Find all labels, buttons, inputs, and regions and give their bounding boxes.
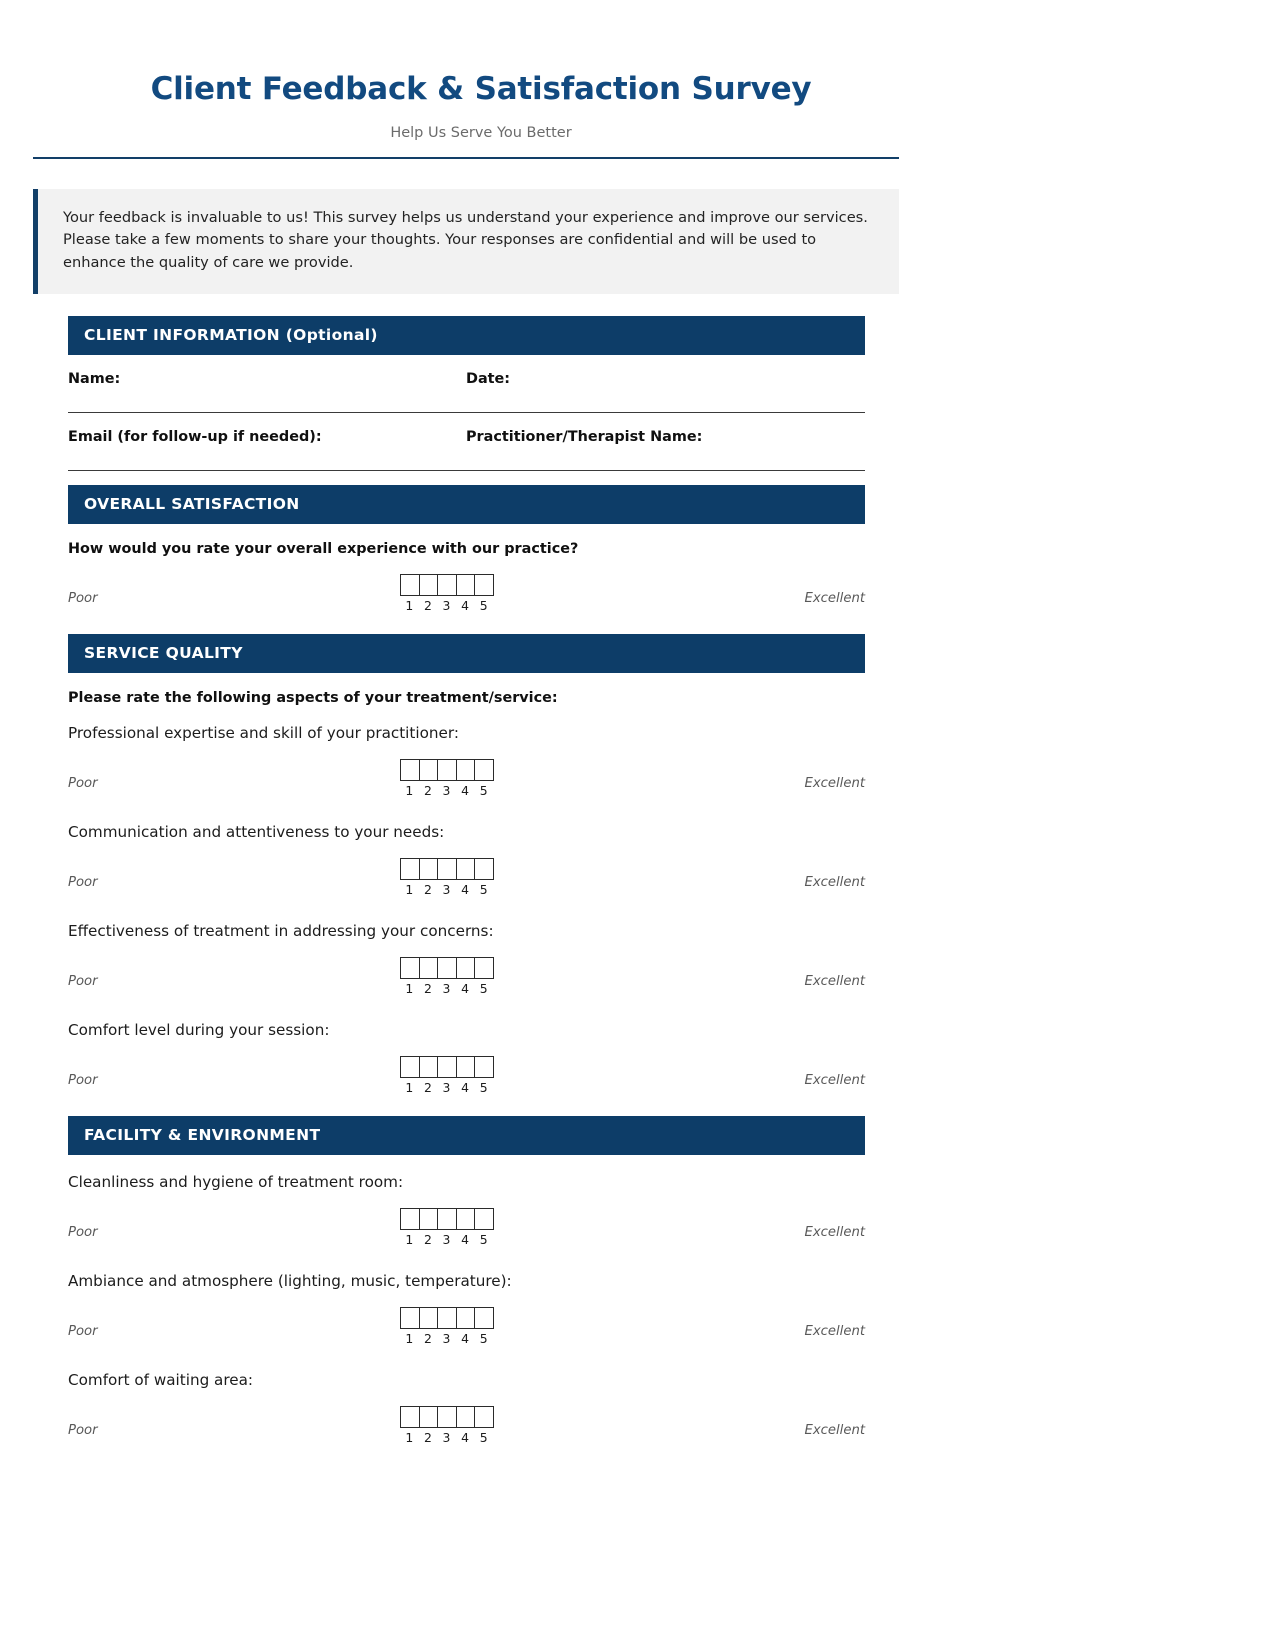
scale-checkbox-1[interactable] — [400, 759, 420, 781]
page-subtitle: Help Us Serve You Better — [390, 124, 572, 141]
section-header-service-quality: SERVICE QUALITY — [68, 634, 865, 673]
scale-numbers — [400, 882, 494, 897]
scale-high-label: Excellent — [804, 1225, 865, 1241]
scale-checkbox-1[interactable] — [400, 957, 420, 979]
scale-checkbox-2[interactable] — [419, 759, 439, 781]
scale-number-1: 1 — [405, 1331, 414, 1347]
scale-number-5: 5 — [479, 1430, 488, 1446]
scale-boxes-group[interactable] — [400, 1406, 494, 1445]
scale-low-label: Poor — [68, 875, 98, 891]
scale-low-label: Poor — [68, 591, 98, 607]
scale-number-1: 1 — [405, 882, 414, 898]
scale-checkbox-2[interactable] — [419, 1208, 439, 1230]
scale-numbers — [400, 1080, 494, 1095]
scale-checkbox-1[interactable] — [400, 1406, 420, 1428]
scale-checkbox-5[interactable] — [474, 1406, 494, 1428]
spacer — [68, 294, 865, 316]
scale-checkbox-3[interactable] — [437, 759, 457, 781]
scale-numbers — [400, 1232, 494, 1247]
scale-checkbox-5[interactable] — [474, 1208, 494, 1230]
scale-boxes-group[interactable] — [400, 1056, 494, 1095]
scale-high-label: Excellent — [804, 974, 865, 990]
scale-number-4: 4 — [461, 1080, 470, 1096]
scale-high-label: Excellent — [804, 1324, 865, 1340]
scale-checkbox-5[interactable] — [474, 574, 494, 596]
form-content — [68, 294, 865, 1452]
question-effectiveness-of-treatment: Effectiveness of treatment in addressing your concerns: — [68, 922, 494, 941]
page-title: Client Feedback & Satisfaction Survey — [150, 71, 812, 107]
intro-text: Your feedback is invaluable to us! This survey helps us understand your experience and improve our services. Please take a few moments to share your thoughts. Your responses are confidential and will be used to enhance the quality of care we provide. — [63, 208, 868, 271]
scale-checkbox-3[interactable] — [437, 957, 457, 979]
header-divider — [33, 157, 899, 159]
scale-number-2: 2 — [423, 1430, 432, 1446]
section-header-facility-environment: FACILITY & ENVIRONMENT — [68, 1116, 865, 1155]
scale-number-4: 4 — [461, 882, 470, 898]
scale-low-label: Poor — [68, 1423, 98, 1439]
scale-checkbox-3[interactable] — [437, 1406, 457, 1428]
scale-checkbox-4[interactable] — [456, 1056, 476, 1078]
scale-low-label: Poor — [68, 1073, 98, 1089]
question-comfort-level-session: Comfort level during your session: — [68, 1021, 330, 1040]
rating-scale-comfort-waiting-area[interactable] — [68, 1406, 865, 1452]
scale-boxes-group[interactable] — [400, 1208, 494, 1247]
scale-high-label: Excellent — [804, 1073, 865, 1089]
scale-number-2: 2 — [423, 981, 432, 997]
scale-checkboxes[interactable] — [400, 759, 494, 781]
scale-checkbox-4[interactable] — [456, 574, 476, 596]
scale-checkbox-5[interactable] — [474, 1056, 494, 1078]
scale-boxes-group[interactable] — [400, 759, 494, 798]
scale-high-label: Excellent — [804, 1423, 865, 1439]
rating-scale-comfort-level-session[interactable] — [68, 1056, 865, 1102]
scale-number-3: 3 — [442, 882, 451, 898]
scale-low-label: Poor — [68, 1324, 98, 1340]
spacer — [68, 471, 865, 485]
scale-number-4: 4 — [461, 783, 470, 799]
scale-high-label: Excellent — [804, 875, 865, 891]
scale-checkbox-5[interactable] — [474, 1307, 494, 1329]
question-ambiance-atmosphere: Ambiance and atmosphere (lighting, music, temperature): — [68, 1272, 512, 1291]
scale-checkbox-2[interactable] — [419, 957, 439, 979]
scale-number-2: 2 — [423, 1331, 432, 1347]
scale-number-2: 2 — [423, 1232, 432, 1248]
scale-checkboxes[interactable] — [400, 1208, 494, 1230]
scale-number-2: 2 — [423, 1080, 432, 1096]
scale-checkbox-3[interactable] — [437, 574, 457, 596]
practitioner-field-label: Practitioner/Therapist Name: — [466, 429, 703, 446]
scale-checkbox-4[interactable] — [456, 858, 476, 880]
scale-number-1: 1 — [405, 1080, 414, 1096]
scale-checkbox-3[interactable] — [437, 1056, 457, 1078]
rating-scale-effectiveness-of-treatment[interactable] — [68, 957, 865, 1003]
scale-high-label: Excellent — [804, 776, 865, 792]
scale-numbers — [400, 783, 494, 798]
client-info-row-2 — [68, 426, 865, 445]
scale-checkbox-3[interactable] — [437, 1208, 457, 1230]
scale-number-5: 5 — [479, 981, 488, 997]
scale-number-5: 5 — [479, 783, 488, 799]
scale-checkboxes[interactable] — [400, 1056, 494, 1078]
scale-checkbox-2[interactable] — [419, 1406, 439, 1428]
scale-checkbox-1[interactable] — [400, 1208, 420, 1230]
scale-checkboxes[interactable] — [400, 1406, 494, 1428]
scale-checkbox-2[interactable] — [419, 1307, 439, 1329]
spacer — [68, 620, 865, 634]
section-header-overall-satisfaction: OVERALL SATISFACTION — [68, 485, 865, 524]
scale-number-3: 3 — [442, 1080, 451, 1096]
scale-number-5: 5 — [479, 598, 488, 614]
scale-numbers — [400, 981, 494, 996]
scale-number-3: 3 — [442, 783, 451, 799]
scale-checkbox-3[interactable] — [437, 1307, 457, 1329]
scale-number-3: 3 — [442, 1331, 451, 1347]
scale-checkbox-1[interactable] — [400, 1056, 420, 1078]
name-field-label: Name: — [68, 371, 121, 388]
scale-number-5: 5 — [479, 1331, 488, 1347]
scale-checkbox-1[interactable] — [400, 1307, 420, 1329]
scale-checkbox-2[interactable] — [419, 858, 439, 880]
scale-checkbox-1[interactable] — [400, 574, 420, 596]
scale-number-4: 4 — [461, 981, 470, 997]
scale-checkbox-4[interactable] — [456, 1406, 476, 1428]
scale-checkbox-5[interactable] — [474, 759, 494, 781]
service-quality-instruction: Please rate the following aspects of your treatment/service: — [68, 690, 558, 707]
scale-boxes-group[interactable] — [400, 574, 494, 613]
scale-checkboxes[interactable] — [400, 574, 494, 596]
scale-number-1: 1 — [405, 981, 414, 997]
scale-checkboxes[interactable] — [400, 957, 494, 979]
scale-boxes-group[interactable] — [400, 1307, 494, 1346]
client-info-write-line-1[interactable] — [68, 412, 865, 413]
scale-number-4: 4 — [461, 1232, 470, 1248]
intro-callout — [33, 189, 899, 295]
scale-checkbox-1[interactable] — [400, 858, 420, 880]
scale-number-3: 3 — [442, 981, 451, 997]
rating-scale-overall-experience[interactable] — [68, 574, 865, 620]
question-comfort-waiting-area: Comfort of waiting area: — [68, 1371, 254, 1390]
page-header — [31, 0, 931, 141]
scale-checkbox-2[interactable] — [419, 1056, 439, 1078]
question-overall-experience: How would you rate your overall experience with our practice? — [68, 541, 579, 558]
scale-checkboxes[interactable] — [400, 858, 494, 880]
rating-scale-cleanliness-hygiene[interactable] — [68, 1208, 865, 1254]
scale-checkbox-5[interactable] — [474, 858, 494, 880]
client-info-row-1 — [68, 368, 865, 387]
rating-scale-professional-expertise[interactable] — [68, 759, 865, 805]
scale-checkbox-3[interactable] — [437, 858, 457, 880]
scale-checkboxes[interactable] — [400, 1307, 494, 1329]
scale-low-label: Poor — [68, 1225, 98, 1241]
scale-checkbox-5[interactable] — [474, 957, 494, 979]
scale-checkbox-4[interactable] — [456, 1307, 476, 1329]
scale-numbers — [400, 1430, 494, 1445]
scale-number-2: 2 — [423, 783, 432, 799]
scale-number-4: 4 — [461, 1331, 470, 1347]
scale-number-3: 3 — [442, 1232, 451, 1248]
scale-numbers — [400, 598, 494, 613]
scale-high-label: Excellent — [804, 591, 865, 607]
scale-checkbox-2[interactable] — [419, 574, 439, 596]
scale-checkbox-4[interactable] — [456, 1208, 476, 1230]
question-communication-attentiveness: Communication and attentiveness to your needs: — [68, 823, 445, 842]
scale-boxes-group[interactable] — [400, 858, 494, 897]
scale-number-5: 5 — [479, 1232, 488, 1248]
scale-number-1: 1 — [405, 783, 414, 799]
scale-number-2: 2 — [423, 598, 432, 614]
scale-number-3: 3 — [442, 598, 451, 614]
scale-checkbox-4[interactable] — [456, 957, 476, 979]
scale-number-1: 1 — [405, 1430, 414, 1446]
scale-number-5: 5 — [479, 1080, 488, 1096]
scale-number-4: 4 — [461, 598, 470, 614]
scale-number-4: 4 — [461, 1430, 470, 1446]
scale-checkbox-4[interactable] — [456, 759, 476, 781]
scale-numbers — [400, 1331, 494, 1346]
scale-number-1: 1 — [405, 1232, 414, 1248]
date-field-label: Date: — [466, 371, 511, 388]
scale-number-2: 2 — [423, 882, 432, 898]
email-field-label: Email (for follow-up if needed): — [68, 429, 322, 446]
scale-number-3: 3 — [442, 1430, 451, 1446]
section-header-client-information: CLIENT INFORMATION (Optional) — [68, 316, 865, 355]
rating-scale-communication-attentiveness[interactable] — [68, 858, 865, 904]
spacer — [68, 1102, 865, 1116]
scale-number-5: 5 — [479, 882, 488, 898]
scale-low-label: Poor — [68, 974, 98, 990]
scale-number-1: 1 — [405, 598, 414, 614]
rating-scale-ambiance-atmosphere[interactable] — [68, 1307, 865, 1353]
scale-low-label: Poor — [68, 776, 98, 792]
question-professional-expertise: Professional expertise and skill of your practitioner: — [68, 724, 459, 743]
question-cleanliness-hygiene: Cleanliness and hygiene of treatment room: — [68, 1173, 404, 1192]
scale-boxes-group[interactable] — [400, 957, 494, 996]
